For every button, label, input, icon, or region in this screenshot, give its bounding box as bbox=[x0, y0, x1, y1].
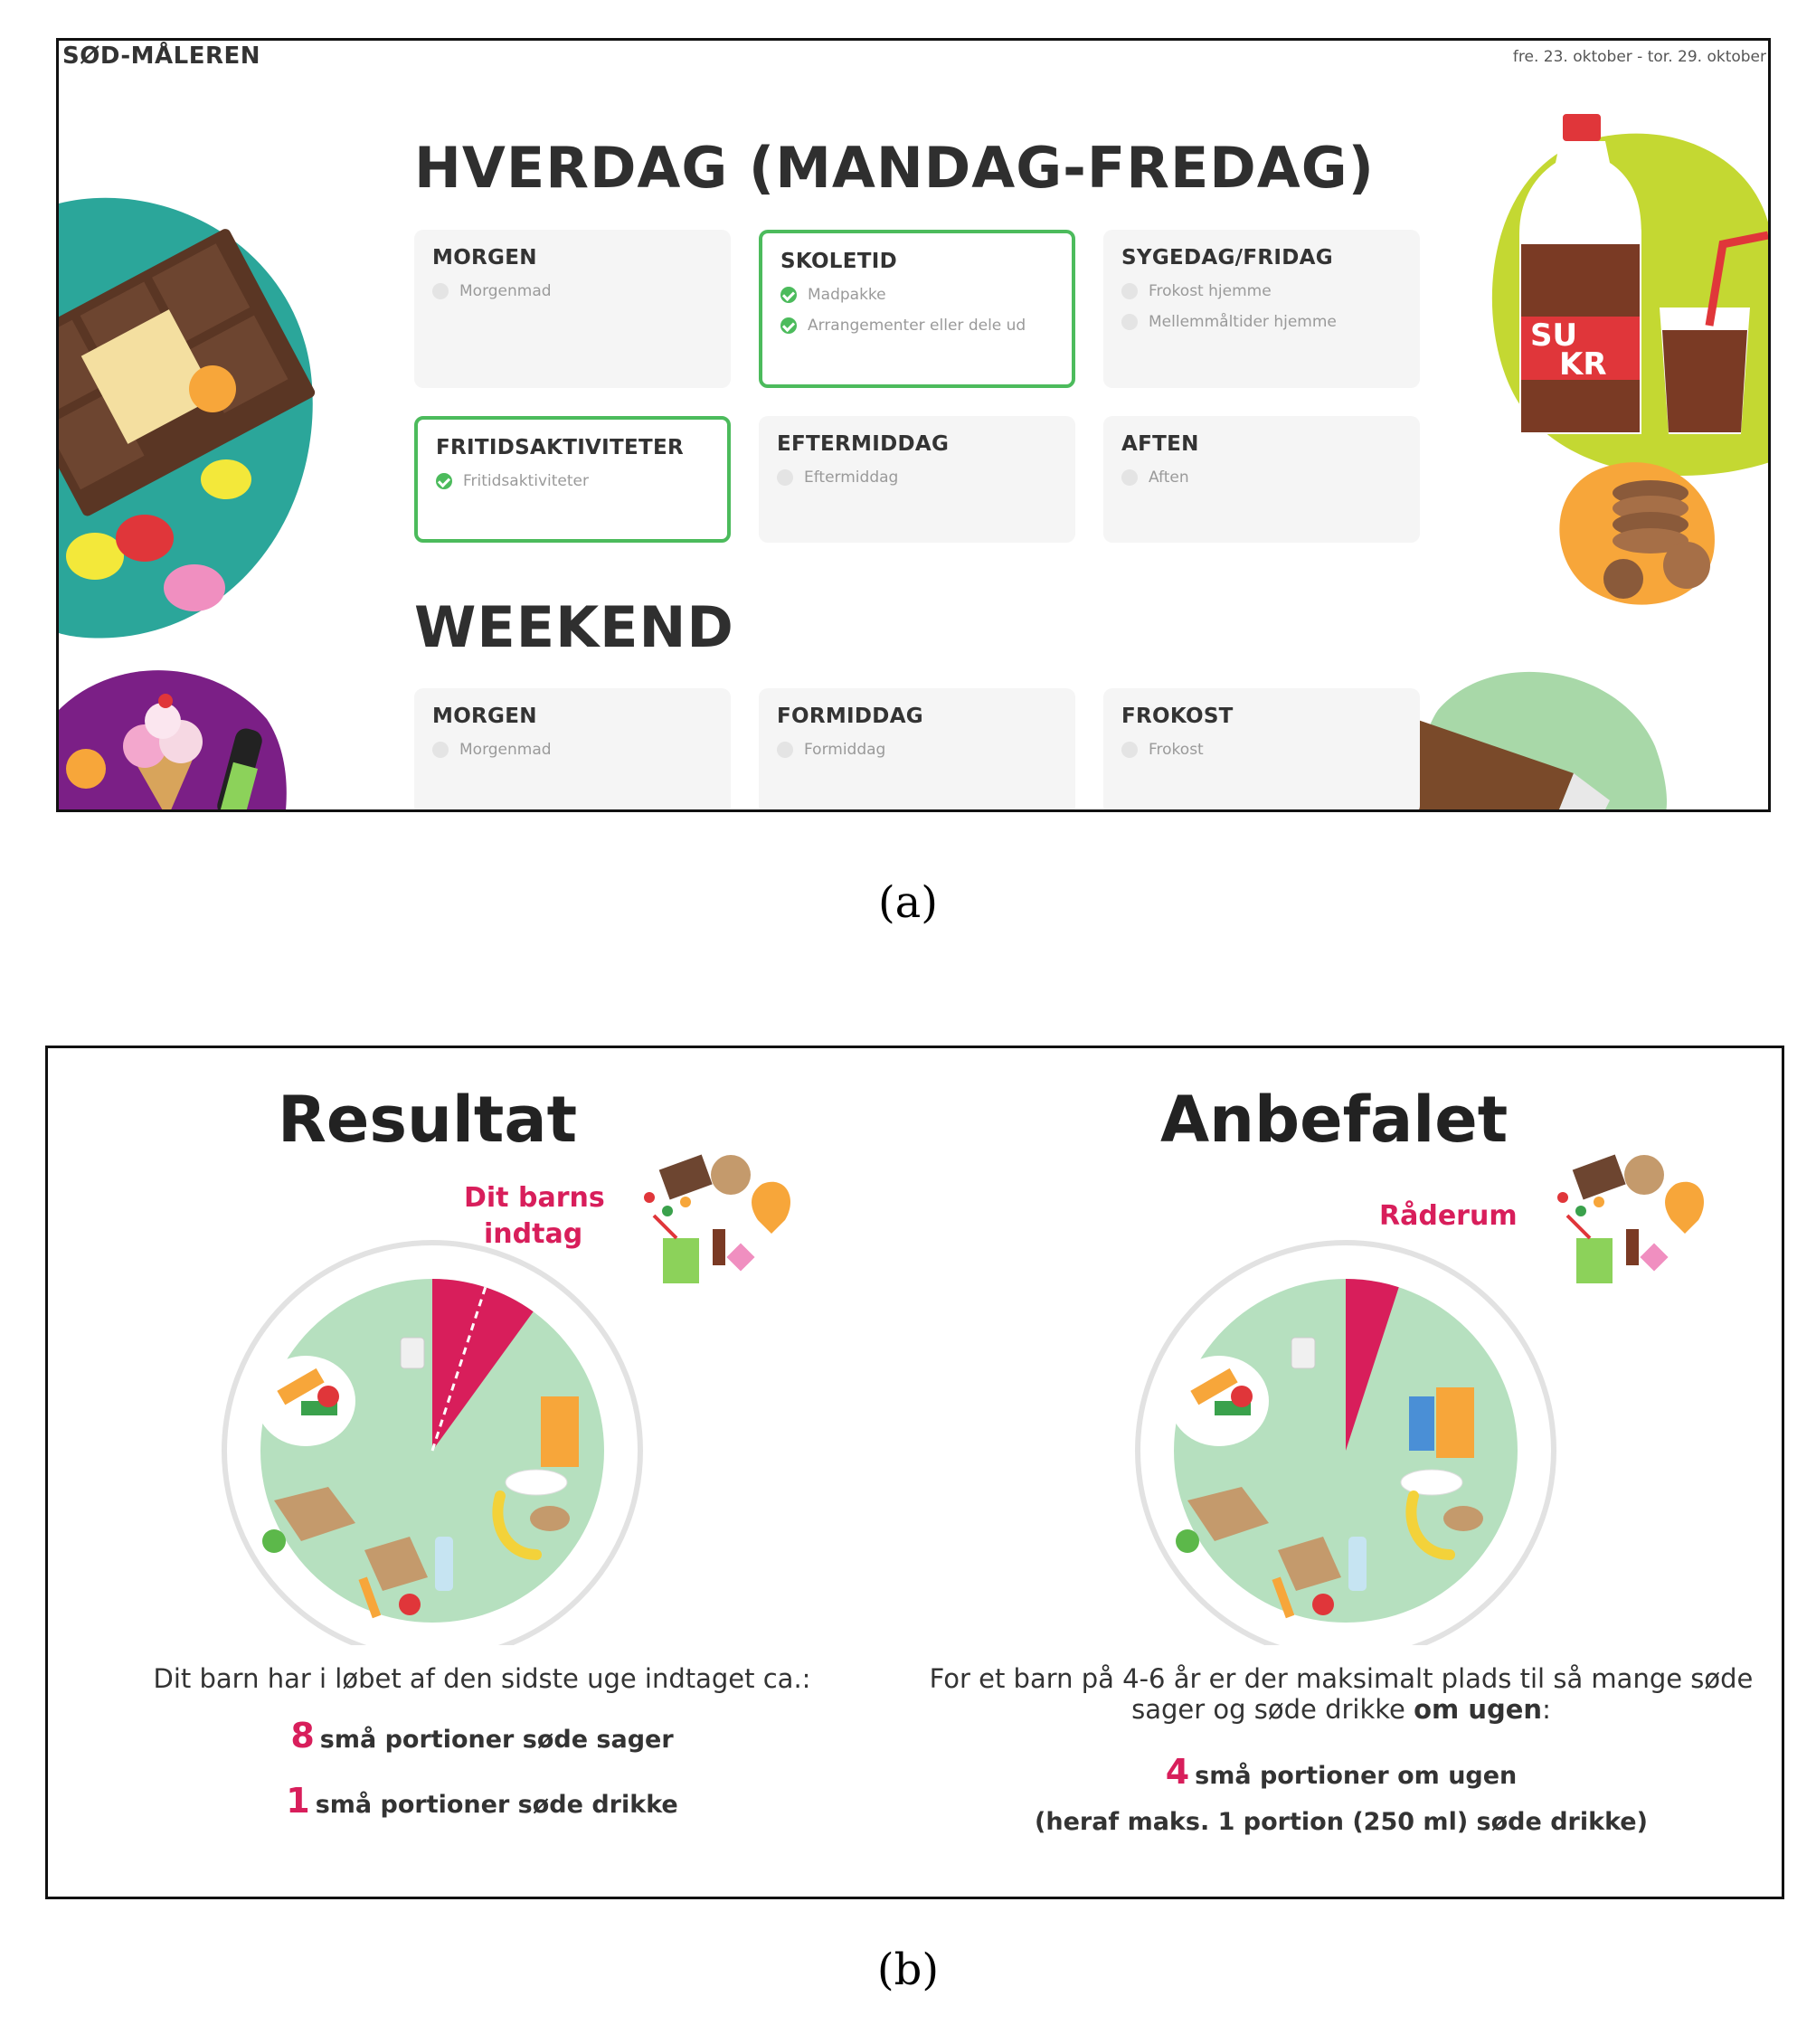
radio-icon[interactable] bbox=[1121, 314, 1138, 330]
recommended-title: Anbefalet bbox=[1160, 1083, 1509, 1157]
option-mellemmaaltider[interactable] bbox=[1121, 313, 1402, 331]
date-range: fre. 23. oktober - tor. 29. oktober bbox=[1512, 48, 1766, 66]
drinks-prefix: (heraf maks. bbox=[1035, 1808, 1218, 1836]
card-title: FROKOST bbox=[1121, 705, 1234, 728]
recommended-intro-line1: For et barn på 4-6 år er der maksimalt plads til så mange søde bbox=[929, 1663, 1754, 1694]
radio-icon[interactable] bbox=[1121, 469, 1138, 486]
cereal-box-icon bbox=[1436, 1387, 1474, 1458]
option-morgenmad[interactable] bbox=[432, 741, 713, 759]
water-bottle-icon bbox=[435, 1537, 453, 1591]
drinks-text: små portioner søde drikke bbox=[315, 1791, 678, 1819]
card-morgen[interactable] bbox=[414, 230, 731, 388]
option-label: Aften bbox=[1149, 468, 1189, 487]
card-fritidsaktiviteter[interactable] bbox=[414, 416, 731, 543]
card-title: AFTEN bbox=[1121, 432, 1199, 456]
result-plate-chart bbox=[220, 1220, 663, 1645]
option-label: Frokost hjemme bbox=[1149, 282, 1272, 300]
card-eftermiddag[interactable] bbox=[759, 416, 1075, 543]
intro-emphasis: om ugen bbox=[1414, 1694, 1543, 1725]
intro-colon: : bbox=[1542, 1694, 1551, 1725]
card-title: FORMIDDAG bbox=[777, 705, 923, 728]
option-frokost-hjemme[interactable] bbox=[1121, 282, 1402, 300]
card-aften[interactable] bbox=[1103, 416, 1420, 543]
option-aften[interactable] bbox=[1121, 468, 1402, 487]
cookies-illustration-icon bbox=[1551, 452, 1723, 610]
recommended-plate-chart bbox=[1133, 1220, 1576, 1645]
weekend-section-title: WEEKEND bbox=[414, 594, 734, 660]
slice-label-line2: indtag bbox=[484, 1218, 583, 1250]
option-label: Formiddag bbox=[804, 741, 886, 759]
slice-label-line1: Dit barns bbox=[464, 1182, 605, 1214]
panel-b-result bbox=[45, 1046, 1784, 1899]
treats-cluster-icon bbox=[1540, 1148, 1721, 1311]
water-bottle-icon bbox=[1348, 1537, 1367, 1591]
option-label: Arrangementer eller dele ud bbox=[808, 317, 1026, 335]
card-title: MORGEN bbox=[432, 246, 537, 270]
card-title: EFTERMIDDAG bbox=[777, 432, 950, 456]
soda-bottle-illustration-icon bbox=[1465, 109, 1771, 488]
recommended-drinks-line bbox=[916, 1808, 1766, 1836]
radio-icon[interactable] bbox=[432, 283, 449, 299]
option-label: Fritidsaktiviteter bbox=[463, 472, 589, 490]
apple-icon bbox=[1176, 1529, 1199, 1553]
card-skoletid[interactable] bbox=[759, 230, 1075, 388]
card-title: MORGEN bbox=[432, 705, 537, 728]
recommended-portions-line bbox=[916, 1752, 1766, 1792]
check-icon[interactable] bbox=[780, 287, 797, 303]
sweets-text: små portioner søde sager bbox=[319, 1726, 674, 1754]
intro-text: sager og søde drikke bbox=[1131, 1694, 1414, 1725]
radio-icon[interactable] bbox=[777, 469, 793, 486]
option-eftermiddag[interactable] bbox=[777, 468, 1057, 487]
card-weekend-formiddag[interactable] bbox=[759, 688, 1075, 812]
weekday-section-title: HVERDAG (MANDAG-FREDAG) bbox=[414, 135, 1375, 201]
milk-glass-icon bbox=[1291, 1338, 1315, 1368]
caption-a: (a) bbox=[877, 877, 939, 928]
card-sygedag-fridag[interactable] bbox=[1103, 230, 1420, 388]
option-formiddag[interactable] bbox=[777, 741, 1057, 759]
option-label: Frokost bbox=[1149, 741, 1204, 759]
option-arrangementer[interactable] bbox=[780, 317, 1054, 335]
sweets-count: 8 bbox=[290, 1716, 315, 1755]
check-icon[interactable] bbox=[436, 473, 452, 489]
result-drinks-line bbox=[84, 1781, 880, 1821]
result-sweets-line bbox=[84, 1716, 880, 1755]
recommended-intro bbox=[916, 1663, 1766, 1725]
option-label: Morgenmad bbox=[459, 741, 552, 759]
card-weekend-frokost[interactable] bbox=[1103, 688, 1420, 812]
drinks-suffix: portion (250 ml) søde drikke) bbox=[1234, 1808, 1648, 1836]
apple-icon bbox=[262, 1529, 286, 1553]
drinks-max-count: 1 bbox=[1217, 1808, 1235, 1836]
option-label: Eftermiddag bbox=[804, 468, 899, 487]
sukr-label-bottom: KR bbox=[1559, 346, 1607, 383]
cereal-box-icon bbox=[541, 1396, 579, 1467]
check-icon[interactable] bbox=[780, 317, 797, 334]
result-title: Resultat bbox=[278, 1083, 578, 1157]
option-fritidsaktiviteter[interactable] bbox=[436, 472, 709, 490]
sukr-label-top: SU bbox=[1530, 317, 1578, 354]
result-intro: Dit barn har i løbet af den sidste uge indtaget ca.: bbox=[153, 1663, 811, 1694]
chocolate-bar-illustration-icon bbox=[1411, 656, 1682, 812]
option-frokost[interactable] bbox=[1121, 741, 1402, 759]
card-weekend-morgen[interactable] bbox=[414, 688, 731, 812]
recommended-intro-line2 bbox=[916, 1694, 1766, 1725]
ice-cream-illustration-icon bbox=[59, 656, 294, 812]
radio-icon[interactable] bbox=[432, 742, 449, 758]
milk-glass-icon bbox=[401, 1338, 424, 1368]
caption-b: (b) bbox=[876, 1945, 940, 1995]
drinks-count: 1 bbox=[286, 1781, 310, 1821]
radio-icon[interactable] bbox=[1121, 283, 1138, 299]
panel-a-screenshot bbox=[56, 38, 1771, 812]
radio-icon[interactable] bbox=[1121, 742, 1138, 758]
card-title: SYGEDAG/FRIDAG bbox=[1121, 246, 1333, 270]
radio-icon[interactable] bbox=[777, 742, 793, 758]
brand-logo[interactable]: SØD-MÅLEREN bbox=[62, 43, 261, 70]
card-title: SKOLETID bbox=[780, 250, 898, 273]
option-morgenmad[interactable] bbox=[432, 282, 713, 300]
recommended-count: 4 bbox=[1165, 1752, 1190, 1792]
card-title: FRITIDSAKTIVITETER bbox=[436, 436, 685, 459]
raaderum-label: Råderum bbox=[1379, 1200, 1518, 1232]
milk-carton-icon bbox=[1409, 1396, 1434, 1451]
option-label: Morgenmad bbox=[459, 282, 552, 300]
treats-cluster-icon bbox=[627, 1148, 808, 1311]
option-label: Mellemmåltider hjemme bbox=[1149, 313, 1337, 331]
option-label: Madpakke bbox=[808, 286, 886, 304]
chocolate-candy-illustration-icon bbox=[59, 167, 321, 674]
option-madpakke[interactable] bbox=[780, 286, 1054, 304]
recommended-text: små portioner om ugen bbox=[1195, 1762, 1518, 1790]
